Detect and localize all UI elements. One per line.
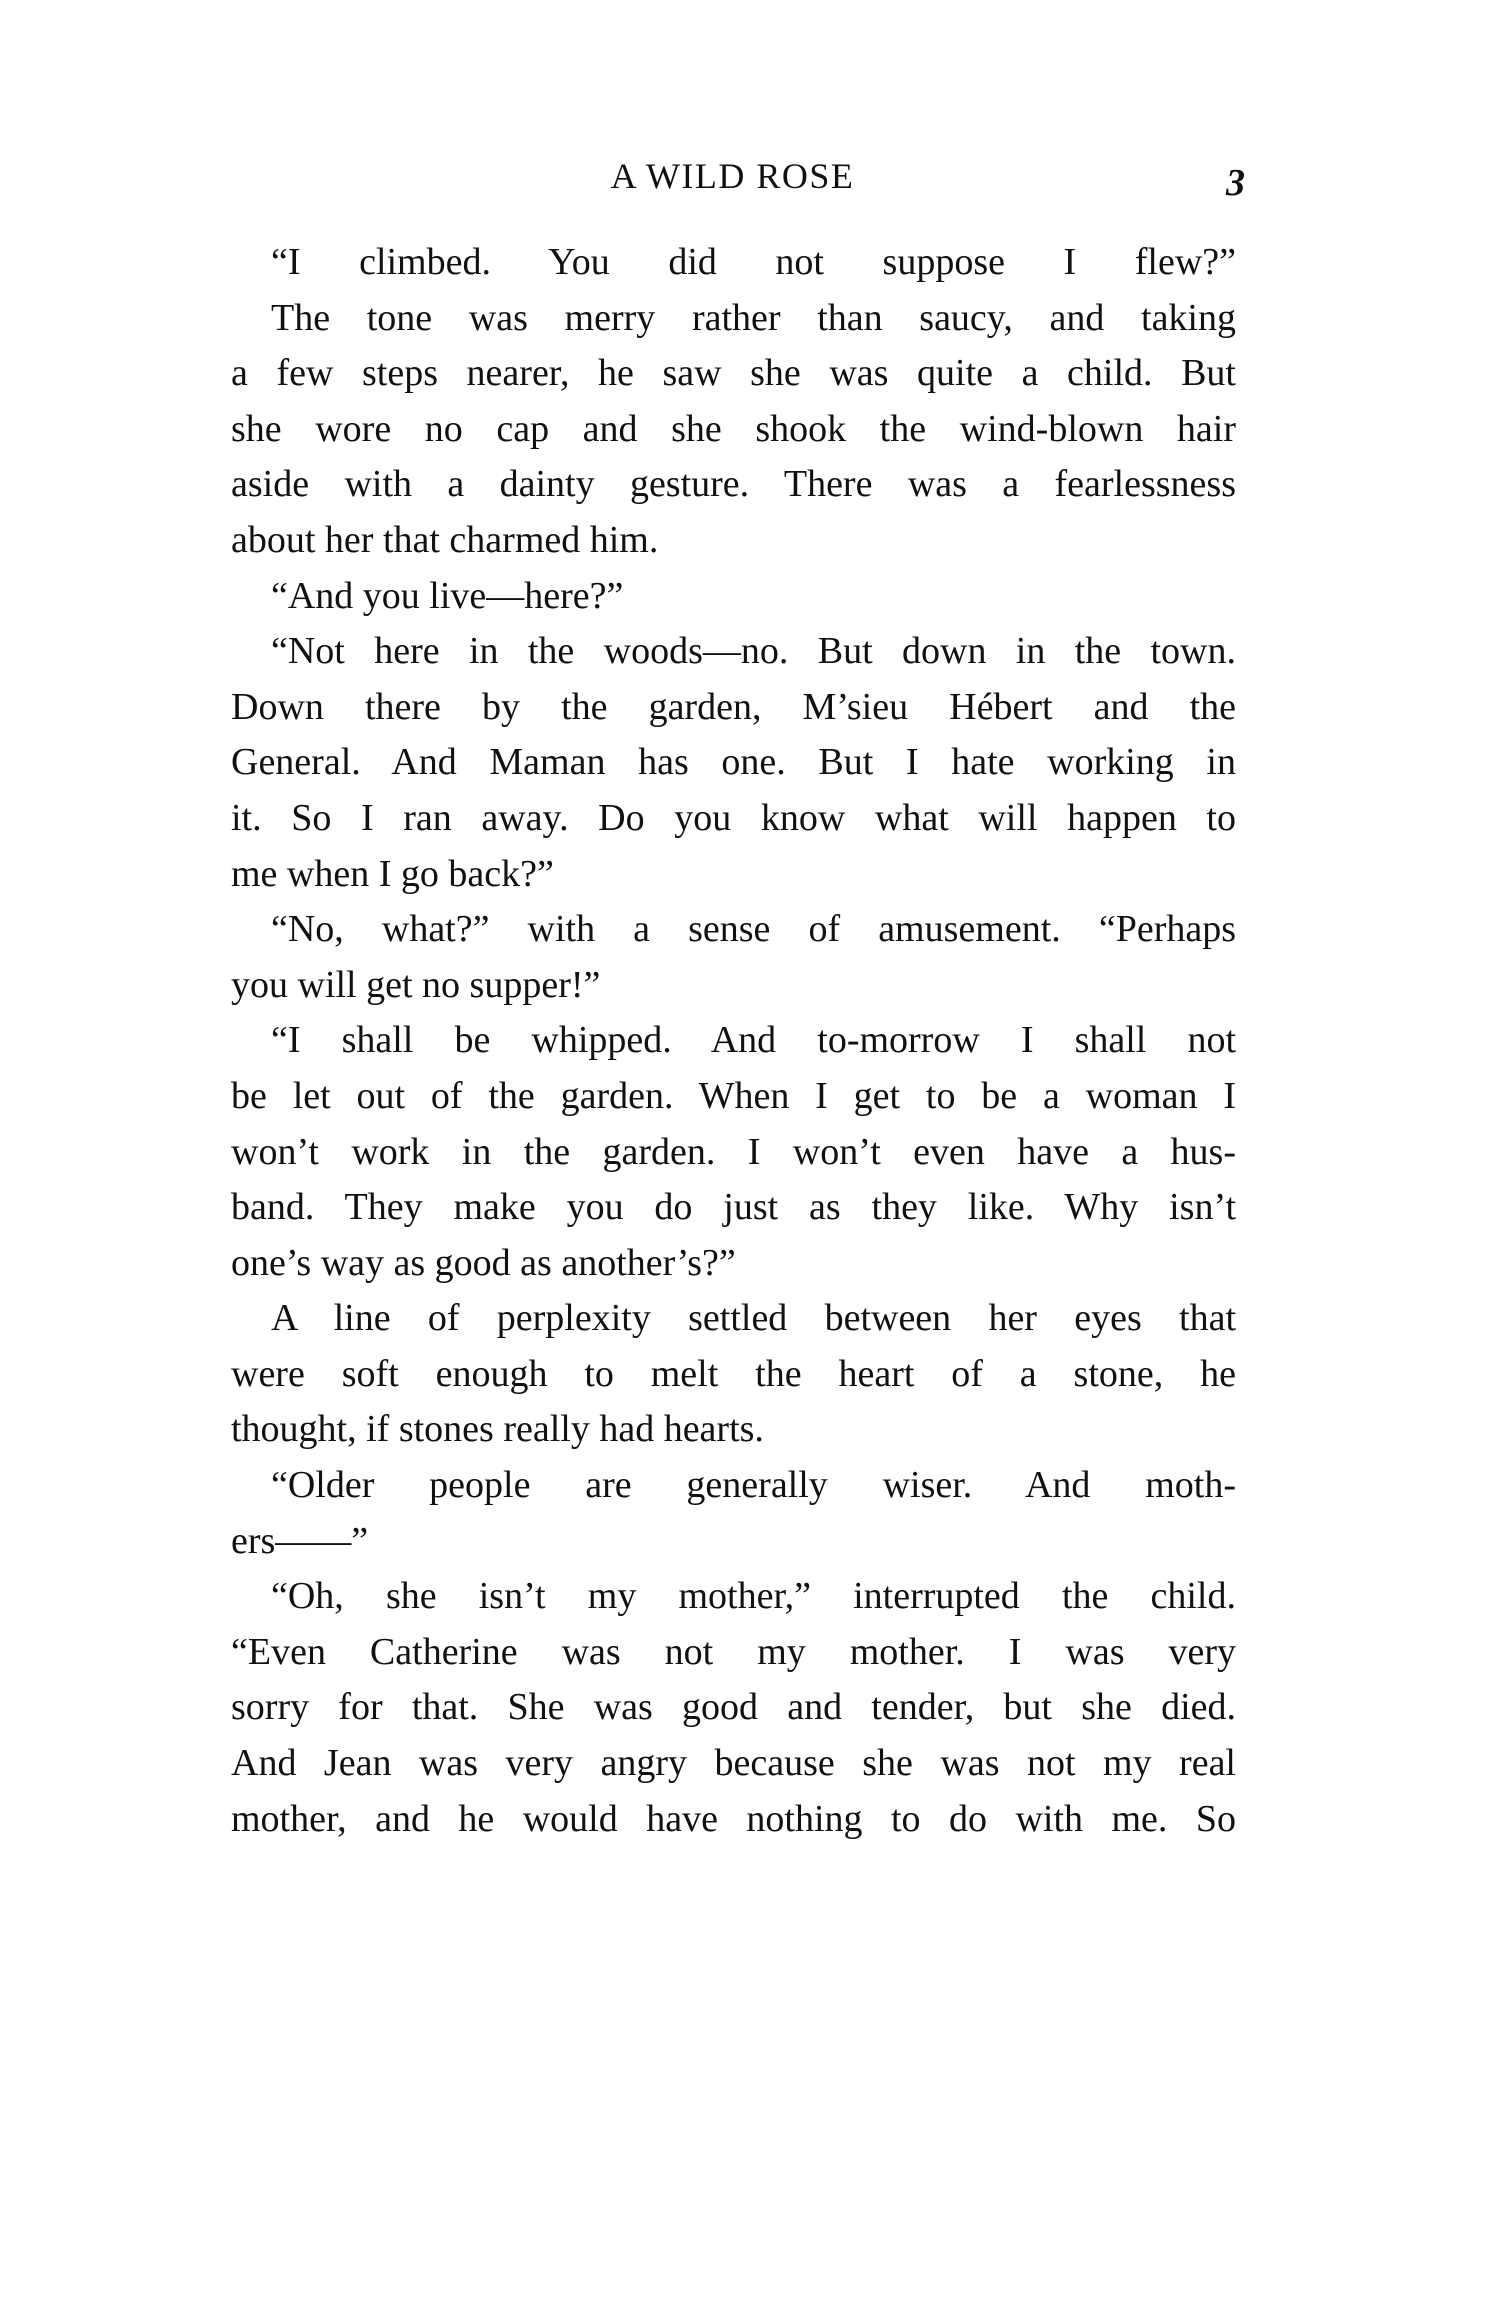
running-head — [230, 155, 1245, 205]
text-line: it. So I ran away. Do you know what will happen to — [231, 796, 1236, 839]
text-line: “Older people are generally wiser. And moth- — [271, 1464, 1236, 1507]
text-line: “Even Catherine was not my mother. I was very — [231, 1630, 1236, 1673]
text-line: “I shall be whipped. And to-morrow I shall not — [271, 1019, 1236, 1062]
text-line: “I climbed. You did not suppose I flew?” — [271, 241, 1236, 283]
text-line: sorry for that. She was good and tender, but she died. — [231, 1686, 1236, 1729]
body-text — [231, 235, 1236, 1847]
text-line: me when I go back?” — [231, 852, 554, 895]
text-line: Down there by the garden, M’sieu Hébert and the — [231, 685, 1236, 728]
text-line: aside with a dainty gesture. There was a fearlessness — [231, 463, 1236, 506]
text-line: The tone was merry rather than saucy, and taking — [271, 296, 1236, 339]
text-line: about her that charmed him. — [231, 518, 659, 561]
text-line: won’t work in the garden. I won’t even have a hus- — [231, 1130, 1236, 1173]
text-line: be let out of the garden. When I get to be a woman I — [231, 1074, 1236, 1117]
text-line: a few steps nearer, he saw she was quite a child. But — [231, 352, 1236, 395]
text-line: thought, if stones really had hearts. — [231, 1408, 764, 1451]
page-number: 3 — [1226, 162, 1245, 204]
text-line: A line of perplexity settled between her eyes that — [271, 1297, 1236, 1340]
text-line: you will get no supper!” — [231, 963, 601, 1006]
text-line: “Not here in the woods—no. But down in the town. — [271, 630, 1236, 673]
text-line: one’s way as good as another’s?” — [231, 1241, 736, 1284]
text-line: And Jean was very angry because she was not my real — [231, 1742, 1236, 1785]
text-line: were soft enough to melt the heart of a stone, he — [231, 1352, 1236, 1395]
text-line: mother, and he would have nothing to do with me. So — [231, 1797, 1236, 1840]
text-line: “No, what?” with a sense of amusement. “Perhaps — [271, 908, 1236, 951]
text-line: she wore no cap and she shook the wind-blown hair — [231, 407, 1236, 450]
text-line: “And you live—here?” — [271, 574, 624, 617]
text-line: General. And Maman has one. But I hate working in — [231, 741, 1236, 784]
text-line: “Oh, she isn’t my mother,” interrupted the child. — [271, 1575, 1236, 1618]
running-title: A WILD ROSE — [610, 156, 855, 196]
text-line: ers——” — [231, 1519, 369, 1562]
text-line: band. They make you do just as they like. Why isn’t — [231, 1186, 1236, 1229]
